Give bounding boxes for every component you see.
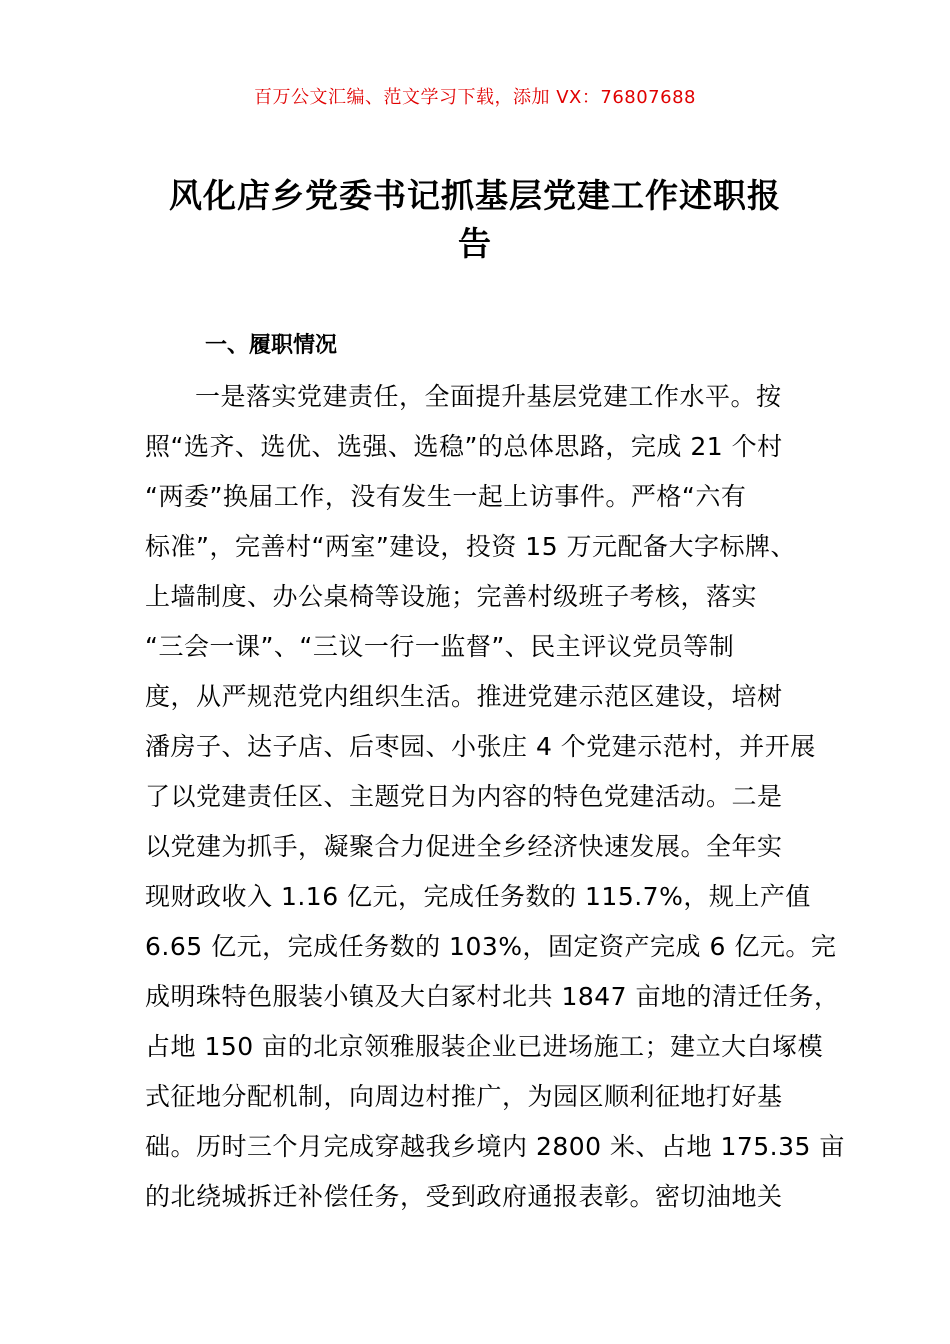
body-line: 成明珠特色服装小镇及大白冢村北共 1847 亩地的清迁任务，: [145, 982, 840, 1011]
body-line: 的北绕城拆迁补偿任务，受到政府通报表彰。密切油地关: [145, 1182, 783, 1211]
body-line: 上墙制度、办公桌椅等设施；完善村级班子考核，落实: [145, 582, 758, 611]
document-title-line-1: 风化店乡党委书记抓基层党建工作述职报: [169, 176, 781, 215]
body-line: 照“选齐、选优、选强、选稳”的总体思路，完成 21 个村: [145, 432, 783, 461]
document-title: [145, 172, 805, 268]
document-title-line-2: 告: [458, 224, 492, 263]
watermark-header: 百万公文汇编、范文学习下载，添加 VX：76807688: [254, 87, 696, 108]
body-line: 度，从严规范党内组织生活。推进党建示范区建设，培树: [145, 682, 783, 711]
body-line: “两委”换届工作，没有发生一起上访事件。严格“六有: [145, 482, 747, 511]
body-line: 现财政收入 1.16 亿元，完成任务数的 115.7%，规上产值: [145, 882, 811, 911]
body-line: 6.65 亿元，完成任务数的 103%，固定资产完成 6 亿元。完: [145, 932, 837, 961]
body-line: 潘房子、达子店、后枣园、小张庄 4 个党建示范村，并开展: [145, 732, 816, 761]
body-line: 础。历时三个月完成穿越我乡境内 2800 米、占地 175.35 亩: [145, 1132, 845, 1161]
body-line: “三会一课”、“三议一行一监督”、民主评议党员等制: [145, 632, 735, 661]
body-line: 占地 150 亩的北京领雅服装企业已进场施工；建立大白塚模: [145, 1032, 824, 1061]
section-heading: 一、履职情况: [205, 333, 338, 358]
body-line: 了以党建责任区、主题党日为内容的特色党建活动。二是: [145, 782, 783, 811]
body-line: 以党建为抓手，凝聚合力促进全乡经济快速发展。全年实: [145, 832, 783, 861]
body-line: 标准”，完善村“两室”建设，投资 15 万元配备大字标牌、: [145, 532, 797, 561]
body-line: 一是落实党建责任，全面提升基层党建工作水平。按: [195, 382, 782, 411]
body-line: 式征地分配机制，向周边村推广，为园区顺利征地打好基: [145, 1082, 783, 1111]
body-paragraph: [145, 372, 845, 1222]
